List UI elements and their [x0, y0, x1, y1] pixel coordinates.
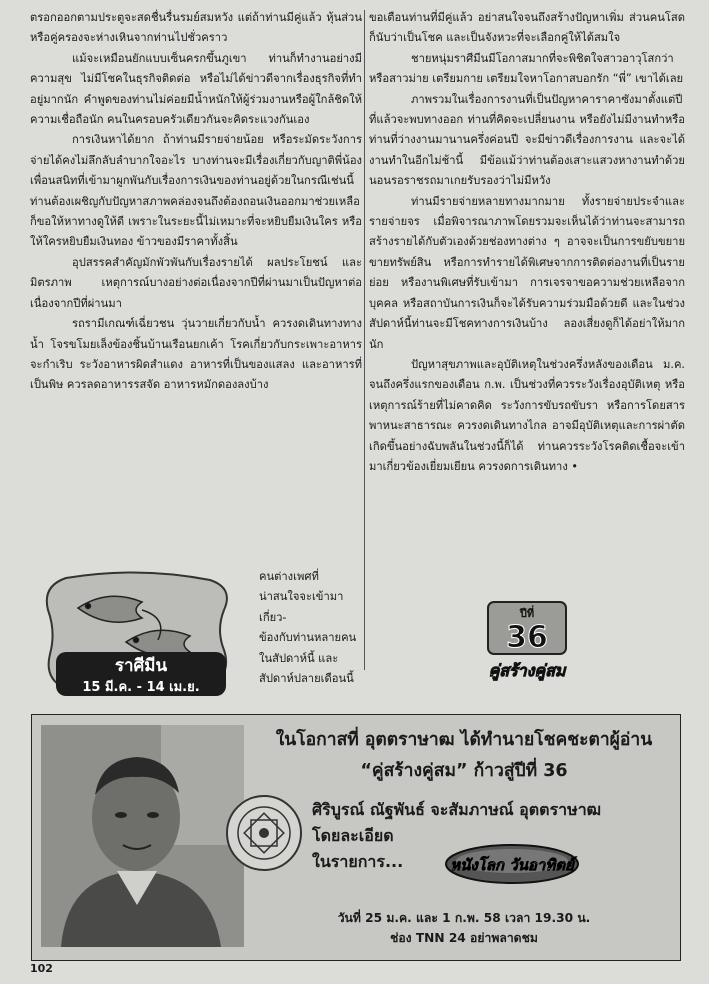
zodiac-text-line: คนต่างเพศที่ [259, 570, 319, 583]
article-paragraph: ท่านมีรายจ่ายหลายทางมากมาย ทั้งรายจ่ายประจำและรายจ่ายจร เมื่อพิจารณาภาพโดยรวมจะเห็นได้ว่าท่านจะสามารถสร้างรายได้กับตัวเองด้วยช่องทางต่าง ๆ อาจจะเป็นการขยับขยาย ขายทรัพย์สิน หรือการทำรายได้พิเศษจากการติดต่องานที่เป็นรายย่อย หรืองานพิเศษที่รับเข้ามา การเจรจาขอความช่วยเหลือจากบุคคล หรือสถาบันการเงินก็จะได้รับความร่วมมือด้วยดี และในช่วงสัปดาห์นี้ท่านจะมีโชคทางการเงินบ้าง ลองเสี่ยงดูก็ได้อย่าให้มากนัก [369, 194, 685, 351]
portrait-photo [41, 725, 244, 947]
ad-channel: ช่อง TNN 24 อย่าพลาดชม [390, 931, 538, 945]
ad-headline-2: “คู่สร้างคู่สม” ก้าวสู่ปีที่ 36 [360, 761, 568, 781]
zodiac-side-text [259, 567, 369, 689]
anniversary-logo [462, 600, 592, 685]
article-paragraph: อุปสรรคสำคัญมักพัวพันกับเรื่องรายได้ ผลประโยชน์ และมิตรภาพ เหตุการณ์บางอย่างต่อเนื่องจากปีที่ผ่านมาเป็นปัญหาต่อเนื่องจากปีที่ผ่านมา [30, 255, 362, 310]
zodiac-text-line: ข้องกับท่านหลายคน [259, 631, 357, 645]
pisces-emblem [38, 570, 238, 705]
ad-headline-1: ในโอกาสที่ อุตตราษาฒ ได้ทำนายโชคชะตาผู้อ่าน [275, 730, 653, 750]
brand-logo: คู่สร้างคู่สม [488, 661, 566, 680]
article-paragraph: ปัญหาสุขภาพและอุบัติเหตุในช่วงครึ่งหลังของเดือน ม.ค. จนถึงครึ่งแรกของเดือน ก.พ. เป็นช่วงที่ควรระวังเรื่องอุบัติเหตุ หรือเหตุการณ์ร้ายที่ไม่คาดคิด ระวังการขับรถขับรา หรือการโดยสารพาหนะสาธารณะ ควรงดเดินทางไกล อาจมีอุบัติเหตุและการผ่าตัดเกิดขึ้นอย่างฉับพลันในช่วงนี้ก็ได้ ท่านควรระวังโรคติดเชื้อจะเข้ามาเกี่ยวข้องเยี่ยมเยียน ควรงดการเดินทาง • [369, 357, 685, 473]
zodiac-text-line: สัปดาห์ปลายเดือนนี้ [259, 672, 354, 686]
zodiac-name: ราศีมีน [114, 656, 168, 676]
ad-body-line: ศิริบูรณ์ ณัฐพันธ์ จะสัมภาษณ์ อุตตราษาฒ [312, 800, 602, 819]
ad-schedule: วันที่ 25 ม.ค. และ 1 ก.พ. 58 เวลา 19.30 น. [337, 911, 591, 925]
right-column-text [369, 8, 685, 477]
article-paragraph: รถรามีเกณฑ์เฉี่ยวชน วุ่นวายเกี่ยวกับน้ำ ควรงดเดินทางทางน้ำ โจรขโมยเล็งข้องชิ้นบ้านเรือนยกเค้า โรคเกี่ยวกับกระเพาะอาหารจะกำเริบ ระวังอาหารผิดสำแดง อาหารที่เป็นของแสลง และอาหารที่เป็นพิษ ควรลดอาหารรสจัด อาหารหมักดองลงบ้าง [30, 317, 362, 392]
article-paragraph: แม้จะเหมือนยักแบบเซ็นครกขึ้นภูเขา ท่านก็ทำงานอย่างมีความสุข ไม่มีโชคในธุรกิจติดต่อ หรือไม่ได้ข่าวดีจากเรื่องธุรกิจที่ทำอยู่มากนัก คำพูดของท่านไม่ค่อยมีน้ำหนักให้ผู้ร่วมงานหรือผู้ใกล้ชิดให้ความเชื่อถือนัก คนในครอบครัวเดียวกันจะคิดระแวงกันเอง [30, 51, 362, 127]
year-number: 36 [506, 620, 548, 655]
tv-show-logo [444, 843, 580, 885]
page-number: 102 [30, 962, 53, 975]
man-portrait-icon [41, 725, 244, 947]
ad-body-line: ในรายการ... [312, 852, 404, 871]
article-paragraph: ตรอกออกตามประตูจะสดชื่นรื่นรมย์สมหวัง แต่ถ้าท่านมีคู่แล้ว หุ้นส่วนหรือคู่ครองจะห่างเหินจากท่านไปชั่วคราว [30, 11, 362, 45]
year-label: ปีที่ [519, 607, 535, 620]
left-column-text [30, 8, 362, 396]
tv-show-name: หนังโลก วันอาทิตย์ [450, 856, 574, 874]
article-paragraph: ขอเตือนท่านที่มีคู่แล้ว อย่าสนใจจนถึงสร้างปัญหาเพิ่ม ส่วนคนโสดก็นับว่าเป็นโชค และเป็นจังหวะที่จะเลือกคู่ให้ได้สมใจ [369, 11, 685, 45]
article-paragraph: ชายหนุ่มราศีมีนมีโอกาสมากที่จะพิชิตใจสาวอาวุโสกว่า หรือสาวม่าย เตรียมกาย เตรียมใจหาโอกาสบอกรัก “พี่” เขาได้เลย [369, 51, 684, 86]
article-paragraph: การเงินหาได้ยาก ถ้าท่านมีรายจ่ายน้อย หรือระมัดระวังการจ่ายได้คงไม่ลึกลับลำบากใจอะไร บางท่านจะมีเรื่องเกี่ยวกับญาติพี่น้อง เพื่อนสนิทที่เข้ามาผูกพันกับเรื่องการเงินของท่านอยู่ด้วยในกรณีเช่นนี้ ท่านต้องเผชิญกับปัญหาสภาพคล่องจนถึงต้องถอนเงินออกมาช่วยเหลือ ก็ขอให้หาทางดูให้ดี เพราะในระยะนี้ไม่เหมาะที่จะหยิบยืมเงินใคร หรือให้ใครหยิบยืมเงินทอง ข้าวของมีราคาทั้งสิ้น [30, 133, 362, 249]
zodiac-text-line: ในสัปดาห์นี้ และ [259, 651, 339, 665]
zodiac-text-line: น่าสนใจจะเข้ามาเกี่ยว- [259, 590, 344, 624]
astrology-wheel-icon [224, 793, 304, 873]
article-paragraph: ภาพรวมในเรื่องการงานที่เป็นปัญหาคาราคาซังมาตั้งแต่ปีที่แล้วจะพบทางออก ท่านที่คิดจะเปลี่ยนงาน หรือยังไม่มีงานทำหรือท่านที่ว่างงานมานานครึ่งค่อนปี จะมีข่าวดีเรื่องการงาน และจะได้งานทำในอีกไม่ช้านี้ มีข้อแม้ว่าท่านต้องเสาะแสวงหางานทำด้วย นอนรอราชรถมาเกยรับรองว่าไม่มีหวัง [369, 92, 685, 188]
tv-interview-ad [31, 714, 681, 961]
ad-body-line: โดยละเอียด [312, 826, 394, 845]
zodiac-date-range: 15 มี.ค. - 14 เม.ย. [82, 680, 200, 695]
